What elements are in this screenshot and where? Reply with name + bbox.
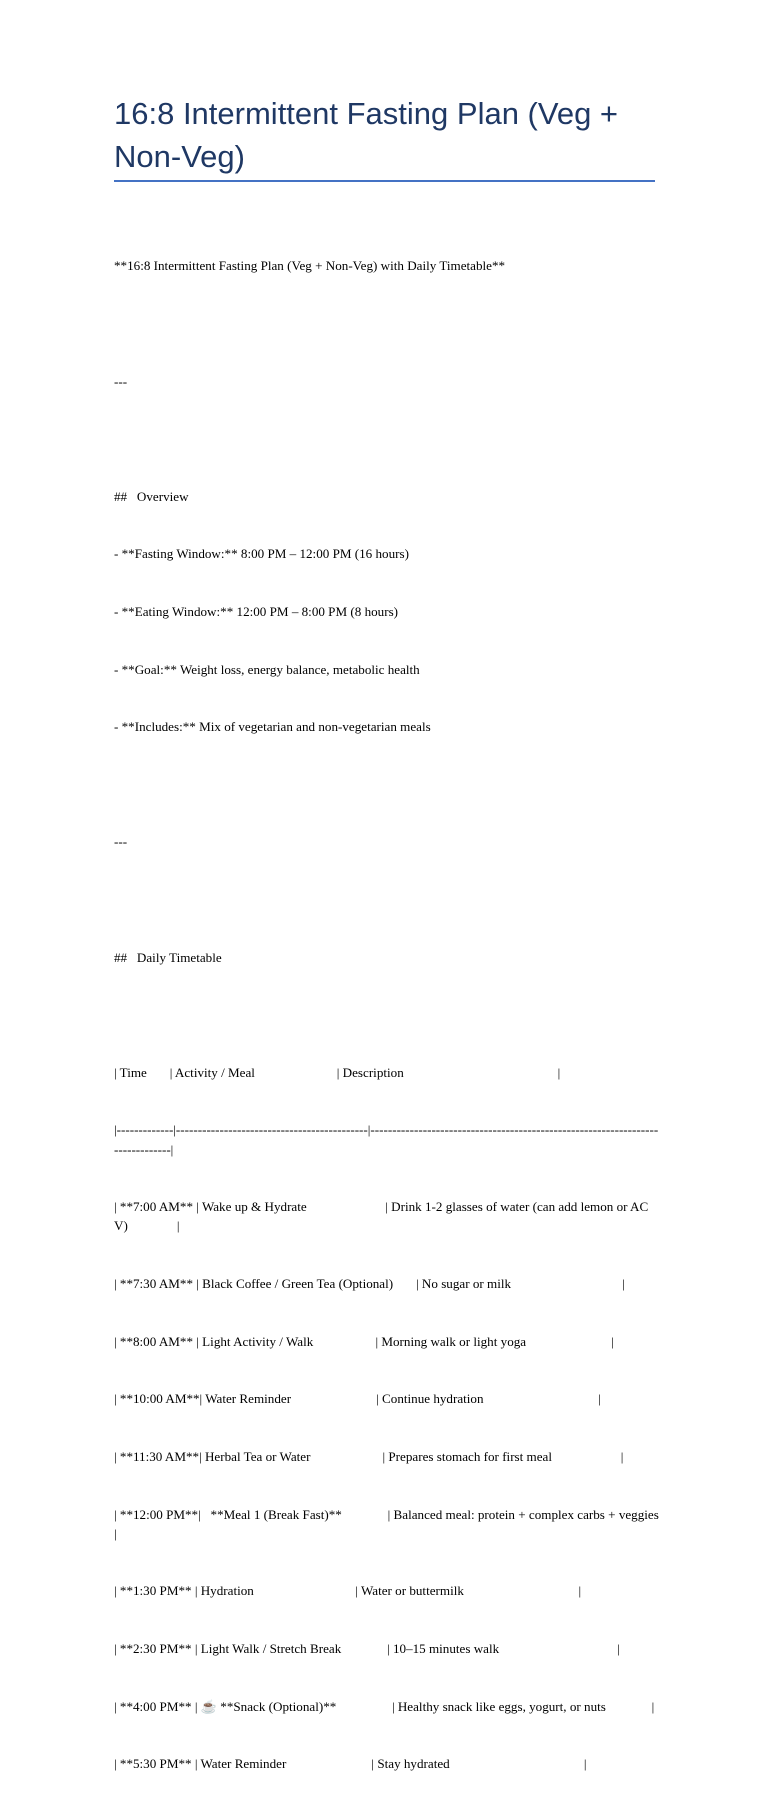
table-row: | **5:30 PM** | Water Reminder | Stay hydrated | (114, 1756, 587, 1772)
table-row: | **1:30 PM** | Hydration | Water or buttermilk | (114, 1583, 582, 1599)
overview-item-includes: - **Includes:** Mix of vegetarian and non-vegetarian meals (114, 719, 431, 735)
intro-line: **16:8 Intermittent Fasting Plan (Veg + Non-Veg) with Daily Timetable** (114, 258, 506, 274)
overview-item-fasting-window: - **Fasting Window:** 8:00 PM – 12:00 PM (16 hours) (114, 546, 409, 562)
title-divider (114, 180, 655, 182)
table-row: | **7:30 AM** | Black Coffee / Green Tea (Optional) | No sugar or milk | (114, 1276, 625, 1292)
document-title: 16:8 Intermittent Fasting Plan (Veg + Non-Veg) (114, 96, 619, 174)
divider-line: --- (114, 373, 128, 389)
table-header-row: | Time | Activity / Meal | Description | (114, 1064, 561, 1080)
blank-line (114, 890, 659, 909)
overview-item-eating-window: - **Eating Window:** 12:00 PM – 8:00 PM (8 hours) (114, 604, 399, 620)
blank-line (114, 314, 659, 333)
blank-line (114, 775, 659, 794)
table-separator-row: |-------------|--------------------------------------------|-------------------------------------------------------------------------------| (114, 1122, 659, 1157)
blank-line (114, 1005, 659, 1024)
overview-item-goal: - **Goal:** Weight loss, energy balance, metabolic health (114, 661, 420, 677)
divider-line: --- (114, 834, 128, 850)
timetable-heading: ## Daily Timetable (114, 949, 222, 965)
overview-heading: ## Overview (114, 488, 189, 504)
table-row: | **12:00 PM**| **Meal 1 (Break Fast)** | Balanced meal: protein + complex carbs + veggies | (114, 1506, 702, 1541)
table-row: | **4:00 PM** | ☕ **Snack (Optional)** | Healthy snack like eggs, yogurt, or nuts | (114, 1698, 655, 1714)
document-body (114, 218, 702, 1812)
table-row: | **2:30 PM** | Light Walk / Stretch Break | 10–15 minutes walk | (114, 1640, 620, 1656)
table-row: | **7:00 AM** | Wake up & Hydrate | Drink 1-2 glasses of water (can add lemon or ACV) | (114, 1199, 649, 1234)
table-row: | **10:00 AM**| Water Reminder | Continue hydration | (114, 1391, 601, 1407)
table-row: | **11:30 AM**| Herbal Tea or Water | Prepares stomach for first meal | (114, 1448, 624, 1464)
table-row: | **8:00 AM** | Light Activity / Walk | Morning walk or light yoga | (114, 1333, 614, 1349)
blank-line (114, 429, 659, 448)
